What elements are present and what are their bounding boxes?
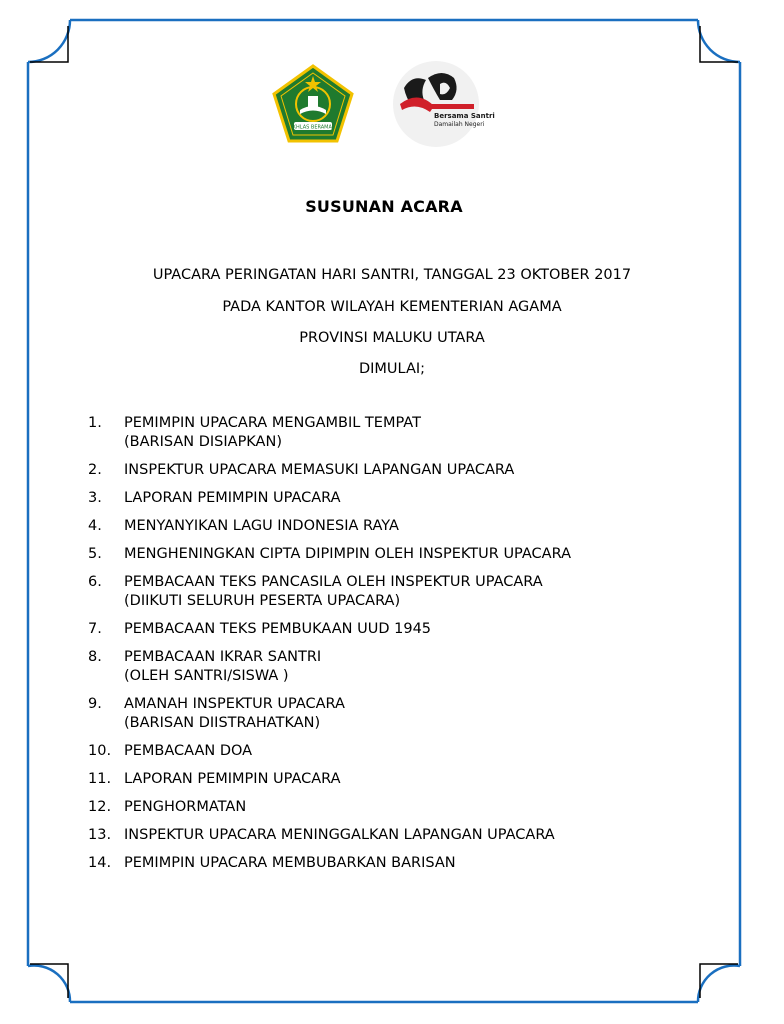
item-text: AMANAH INSPEKTUR UPACARA: [124, 696, 345, 712]
subtitle-line-1: UPACARA PERINGATAN HARI SANTRI, TANGGAL 23 OKTOBER 2017: [152, 267, 632, 283]
item-number: 8.: [88, 649, 102, 665]
item-number: 6.: [88, 574, 102, 590]
item-number: 5.: [88, 546, 102, 562]
item-text: INSPEKTUR UPACARA MEMASUKI LAPANGAN UPACARA: [124, 462, 515, 478]
item-number: 14.: [88, 855, 112, 871]
list-item: [88, 414, 688, 452]
item-text: PEMBACAAN TEKS PANCASILA OLEH INSPEKTUR UPACARA: [124, 574, 543, 590]
santri-tagline-2: Damailah Negeri: [434, 121, 485, 128]
list-item: [88, 798, 688, 817]
item-number: 1.: [88, 415, 102, 431]
item-text: PEMIMPIN UPACARA MEMBUBARKAN BARISAN: [124, 855, 456, 871]
item-note: (BARISAN DISIAPKAN): [124, 434, 282, 450]
item-number: 9.: [88, 696, 102, 712]
list-item: [88, 573, 688, 611]
item-number: 3.: [88, 490, 102, 506]
page-title: SUSUNAN ACARA: [305, 197, 463, 216]
item-text: MENGHENINGKAN CIPTA DIPIMPIN OLEH INSPEKTUR UPACARA: [124, 546, 571, 562]
list-item: [88, 742, 688, 761]
item-text: PEMBACAAN TEKS PEMBUKAAN UUD 1945: [124, 621, 432, 637]
hari-santri-logo-icon: [390, 60, 495, 148]
item-number: 4.: [88, 518, 102, 534]
subtitle-line-2: PADA KANTOR WILAYAH KEMENTERIAN AGAMA: [222, 299, 562, 315]
list-item: [88, 826, 688, 845]
list-item: [88, 770, 688, 789]
kemenag-logo-icon: [272, 64, 354, 144]
item-number: 13.: [88, 827, 112, 843]
list-item: [88, 695, 688, 733]
item-note: (OLEH SANTRI/SISWA ): [124, 668, 289, 684]
item-number: 7.: [88, 621, 102, 637]
list-item: [88, 489, 688, 508]
kemenag-motto: IKHLAS BERAMAL: [291, 124, 335, 131]
item-text: INSPEKTUR UPACARA MENINGGALKAN LAPANGAN UPACARA: [124, 827, 555, 843]
item-text: MENYANYIKAN LAGU INDONESIA RAYA: [124, 518, 399, 534]
subtitle-line-4: DIMULAI;: [358, 361, 426, 377]
item-note: (DIIKUTI SELURUH PESERTA UPACARA): [124, 593, 401, 609]
santri-tagline-1: Bersama Santri: [434, 112, 495, 120]
item-text: LAPORAN PEMIMPIN UPACARA: [124, 771, 341, 787]
item-text: PEMBACAAN IKRAR SANTRI: [124, 649, 322, 665]
subtitle-line-3: PROVINSI MALUKU UTARA: [299, 330, 485, 346]
item-number: 2.: [88, 462, 102, 478]
list-item: [88, 517, 688, 536]
item-text: PENGHORMATAN: [124, 799, 247, 815]
item-number: 11.: [88, 771, 112, 787]
list-item: [88, 620, 688, 639]
item-number: 12.: [88, 799, 112, 815]
item-note: (BARISAN DIISTRAHATKAN): [124, 715, 321, 731]
list-item: [88, 461, 688, 480]
item-text: PEMBACAAN DOA: [124, 743, 253, 759]
agenda-list: [88, 414, 688, 882]
list-item: [88, 854, 688, 873]
item-text: PEMIMPIN UPACARA MENGAMBIL TEMPAT: [124, 415, 421, 431]
item-text: LAPORAN PEMIMPIN UPACARA: [124, 490, 341, 506]
list-item: [88, 648, 688, 686]
item-number: 10.: [88, 743, 112, 759]
list-item: [88, 545, 688, 564]
